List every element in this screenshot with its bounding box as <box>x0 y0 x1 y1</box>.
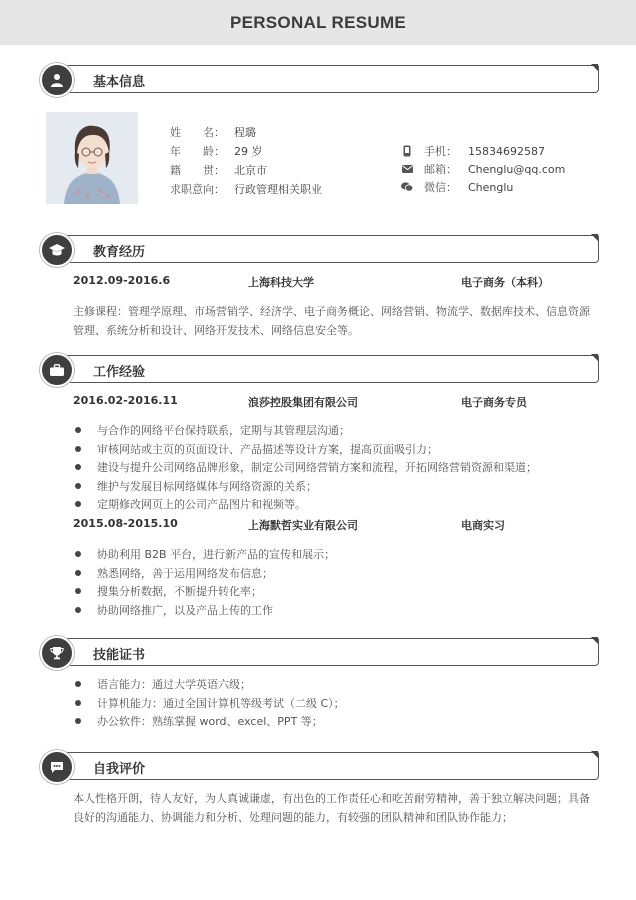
profile-photo <box>46 112 138 204</box>
contact-row-wechat: 微信： Chenglu <box>400 178 565 196</box>
section-header-skills <box>40 636 600 670</box>
list-item: 审核网站或主页的页面设计、产品描述等设计方案，提高页面吸引力； <box>73 440 593 459</box>
basic-info-list <box>170 122 322 198</box>
section-header-self-evaluation <box>40 750 600 784</box>
skills-list <box>73 675 593 731</box>
mail-icon <box>400 165 414 173</box>
work-entry-1 <box>73 394 573 410</box>
phone-icon <box>400 145 414 157</box>
contact-row-email: 邮箱： Chenglu@qq.com <box>400 160 565 178</box>
education-major: 电子商务（本科） <box>461 276 549 289</box>
contact-list <box>400 142 565 196</box>
education-courses: 主修课程：管理学原理、市场营销学、经济学、电子商务概论、网络营销、物流学、数据库技术、信息资源管理、系统分析和设计、网络开发技术、网络信息安全等。 <box>73 305 590 337</box>
contact-row-phone: 手机： 15834692587 <box>400 142 565 160</box>
graduation-cap-icon <box>40 233 74 267</box>
wechat-icon <box>400 182 414 192</box>
list-item: 定期修改网页上的公司产品图片和视频等。 <box>73 495 593 514</box>
work-company: 上海默哲实业有限公司 <box>248 519 358 532</box>
info-row-age: 年 龄： 29 岁 <box>170 144 263 158</box>
work-position: 电商实习 <box>461 519 505 532</box>
section-header-basic-info <box>40 63 600 97</box>
self-evaluation-text: 本人性格开朗，待人友好，为人真诚谦虚，有出色的工作责任心和吃苦耐劳精神，善于独立解决问题；具备良好的沟通能力、协调能力和分析、处理问题的能力，有较强的团队精神和团队协作能力； <box>73 792 590 824</box>
person-icon <box>40 63 74 97</box>
education-entry <box>73 274 573 290</box>
list-item: 熟悉网络，善于运用网络发布信息； <box>73 564 593 583</box>
list-item: 计算机能力：通过全国计算机等级考试（二级 C）； <box>73 694 593 713</box>
trophy-icon <box>40 636 74 670</box>
section-header-work <box>40 353 600 387</box>
section-header-education <box>40 233 600 267</box>
section-title: 技能证书 <box>93 648 146 663</box>
title-banner <box>0 0 636 45</box>
education-school: 上海科技大学 <box>248 276 314 289</box>
list-item: 协助网络推广，以及产品上传的工作 <box>73 601 593 620</box>
list-item: 建设与提升公司网络品牌形象，制定公司网络营销方案和流程，开拓网络营销资源和渠道； <box>73 458 593 477</box>
section-title: 基本信息 <box>93 75 146 90</box>
list-item: 协助利用 B2B 平台，进行新产品的宣传和展示； <box>73 545 593 564</box>
briefcase-icon <box>40 353 74 387</box>
list-item: 搜集分析数据，不断提升转化率； <box>73 582 593 601</box>
page-title: PERSONAL RESUME <box>229 12 407 32</box>
work-period: 2015.08-2015.10 <box>73 517 178 530</box>
list-item: 维护与发展目标网络媒体与网络资源的关系； <box>73 477 593 496</box>
work-duties-2 <box>73 545 593 619</box>
work-position: 电子商务专员 <box>461 396 527 409</box>
work-period: 2016.02-2016.11 <box>73 394 178 407</box>
info-row-name: 姓 名： 程璐 <box>170 125 256 139</box>
list-item: 语言能力：通过大学英语六级； <box>73 675 593 694</box>
section-title: 教育经历 <box>93 245 146 260</box>
info-row-hometown: 籍 贯： 北京市 <box>170 163 267 177</box>
section-title: 工作经验 <box>93 365 146 380</box>
work-entry-2 <box>73 517 573 533</box>
education-period: 2012.09-2016.6 <box>73 274 171 287</box>
section-title: 自我评价 <box>93 762 146 777</box>
list-item: 与合作的网络平台保持联系，定期与其管理层沟通； <box>73 421 593 440</box>
chat-bubble-icon <box>40 750 74 784</box>
info-row-job-intention: 求职意向： 行政管理相关职业 <box>170 182 322 196</box>
list-item: 办公软件：熟练掌握 word、excel、PPT 等； <box>73 712 593 731</box>
work-company: 浪莎控股集团有限公司 <box>248 396 358 409</box>
work-duties-1 <box>73 421 593 514</box>
